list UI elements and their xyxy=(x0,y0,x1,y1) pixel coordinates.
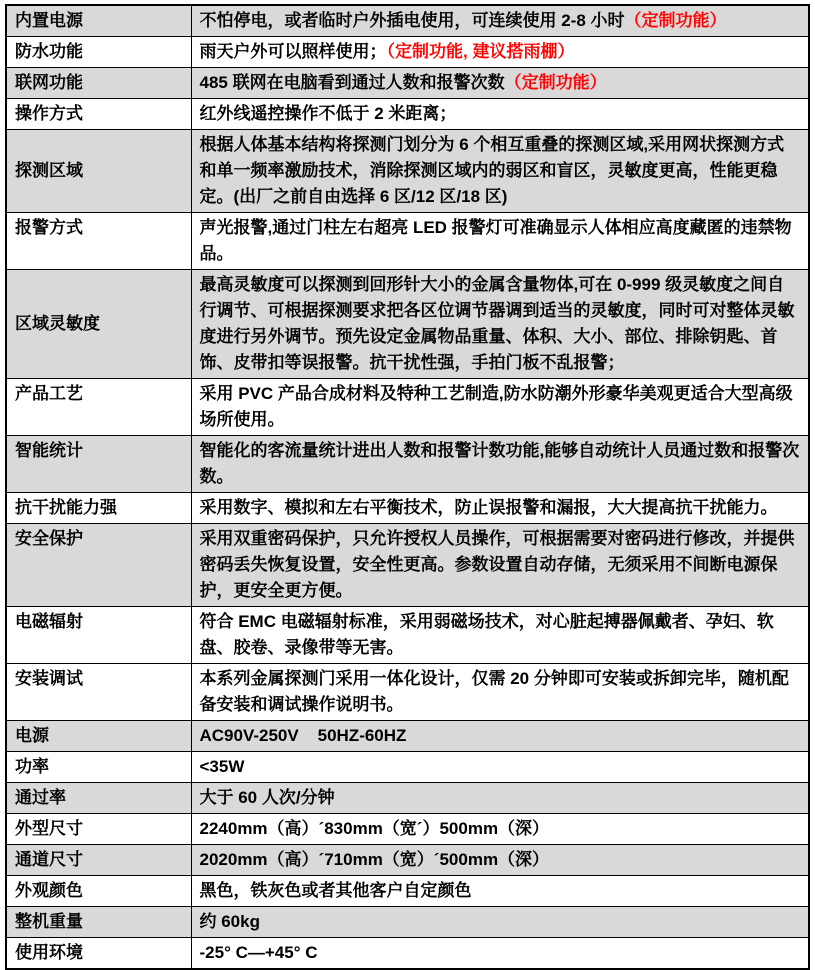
spec-name-cell: 区域灵敏度 xyxy=(6,270,191,379)
table-row xyxy=(6,721,809,752)
spec-text: 声光报警,通过门柱左右超亮 LED 报警灯可准确显示人体相应高度藏匿的违禁物品。 xyxy=(199,218,792,263)
table-row xyxy=(6,270,809,379)
spec-name-cell: 电源 xyxy=(6,721,191,752)
table-row xyxy=(6,379,809,436)
spec-value-cell xyxy=(191,436,809,493)
spec-name-cell: 通过率 xyxy=(6,783,191,814)
spec-name-cell: 电磁辐射 xyxy=(6,607,191,664)
spec-value-cell xyxy=(191,664,809,721)
spec-text: 大于 60 人次/分钟 xyxy=(199,788,335,807)
spec-value-cell xyxy=(191,99,809,130)
spec-text: 2020mm（高）´710mm（宽）´500mm（深） xyxy=(199,850,550,869)
table-row xyxy=(6,5,809,37)
table-row xyxy=(6,436,809,493)
spec-name-cell: 安装调试 xyxy=(6,664,191,721)
spec-text-highlight-red: （定制功能） xyxy=(504,73,607,92)
spec-value-cell xyxy=(191,213,809,270)
spec-text: 智能化的客流量统计进出人数和报警计数功能,能够自动统计人员通过数和报警次数。 xyxy=(199,441,800,486)
spec-text: 根据人体基本结构将探测门划分为 6 个相互重叠的探测区域,采用网状探测方式和单一频率激励技术，消除探测区域内的弱区和盲区，灵敏度更高，性能更稳定。(出厂之前自由选择 6 区/12 区/18 区) xyxy=(199,135,785,206)
spec-name-cell: 抗干扰能力强 xyxy=(6,493,191,524)
table-row xyxy=(6,752,809,783)
spec-name-cell: 通道尺寸 xyxy=(6,845,191,876)
spec-name-cell: 智能统计 xyxy=(6,436,191,493)
spec-value-cell xyxy=(191,814,809,845)
spec-name-cell: 内置电源 xyxy=(6,5,191,37)
spec-name-cell: 报警方式 xyxy=(6,213,191,270)
spec-text: 不怕停电，或者临时户外插电使用，可连续使用 2-8 小时 xyxy=(199,11,625,30)
table-row xyxy=(6,845,809,876)
product-spec-table xyxy=(5,4,810,970)
table-row xyxy=(6,664,809,721)
spec-value-cell xyxy=(191,907,809,938)
spec-value-cell xyxy=(191,130,809,213)
spec-name-cell: 安全保护 xyxy=(6,524,191,607)
spec-name-cell: 整机重量 xyxy=(6,907,191,938)
spec-text: AC90V-250V 50HZ-60HZ xyxy=(199,726,407,745)
spec-text: 本系列金属探测门采用一体化设计，仅需 20 分钟即可安装或拆卸完毕，随机配备安装和调试操作说明书。 xyxy=(199,669,789,714)
spec-value-cell xyxy=(191,379,809,436)
spec-value-cell xyxy=(191,5,809,37)
table-row xyxy=(6,524,809,607)
table-row xyxy=(6,99,809,130)
spec-name-cell: 探测区域 xyxy=(6,130,191,213)
table-row xyxy=(6,907,809,938)
spec-text: 2240mm（高）´830mm（宽´）500mm（深） xyxy=(199,819,550,838)
spec-name-cell: 防水功能 xyxy=(6,37,191,68)
spec-text: 采用双重密码保护，只允许授权人员操作，可根据需要对密码进行修改，并提供密码丢失恢复设置，安全性更高。参数设置自动存储，无须采用不间断电源保护，更安全更方便。 xyxy=(199,529,795,600)
spec-name-cell: 联网功能 xyxy=(6,68,191,99)
spec-text: 采用 PVC 产品合成材料及特种工艺制造,防水防潮外形豪华美观更适合大型高级场所使用。 xyxy=(199,384,793,429)
spec-value-cell xyxy=(191,270,809,379)
table-row xyxy=(6,493,809,524)
table-row xyxy=(6,130,809,213)
spec-value-cell xyxy=(191,37,809,68)
table-row xyxy=(6,68,809,99)
spec-value-cell xyxy=(191,607,809,664)
table-row xyxy=(6,783,809,814)
table-row xyxy=(6,876,809,907)
spec-value-cell xyxy=(191,783,809,814)
table-row xyxy=(6,938,809,970)
spec-text: 约 60kg xyxy=(199,912,260,931)
spec-text: 符合 EMC 电磁辐射标准，采用弱磁场技术，对心脏起搏器佩戴者、孕妇、软盘、胶卷、录像带等无害。 xyxy=(199,612,774,657)
spec-value-cell xyxy=(191,493,809,524)
spec-value-cell xyxy=(191,68,809,99)
table-row xyxy=(6,607,809,664)
spec-text: 雨天户外可以照样使用； xyxy=(199,42,387,61)
table-row xyxy=(6,37,809,68)
spec-value-cell xyxy=(191,752,809,783)
spec-value-cell xyxy=(191,938,809,970)
spec-text: -25° C—+45° C xyxy=(199,943,318,962)
spec-value-cell xyxy=(191,876,809,907)
spec-text: 黑色，铁灰色或者其他客户自定颜色 xyxy=(199,881,472,900)
spec-name-cell: 产品工艺 xyxy=(6,379,191,436)
spec-text-highlight-red: （定制功能, 建议搭雨棚） xyxy=(386,42,575,61)
spec-name-cell: 外型尺寸 xyxy=(6,814,191,845)
spec-text: 最高灵敏度可以探测到回形针大小的金属含量物体,可在 0-999 级灵敏度之间自行调节、可根据探测要求把各区位调节器调到适当的灵敏度，同时可对整体灵敏度进行另外调节。预先设定金属物品重量、体积、大小、部位、排除钥匙、首饰、皮带扣等误报警。抗干扰性强，手拍门板不乱报警； xyxy=(199,275,795,372)
spec-table-body xyxy=(6,5,809,969)
spec-name-cell: 外观颜色 xyxy=(6,876,191,907)
spec-value-cell xyxy=(191,721,809,752)
spec-text-highlight-red: （定制功能） xyxy=(624,11,727,30)
spec-name-cell: 功率 xyxy=(6,752,191,783)
spec-name-cell: 操作方式 xyxy=(6,99,191,130)
spec-value-cell xyxy=(191,524,809,607)
spec-text: 采用数字、模拟和左右平衡技术，防止误报警和漏报，大大提高抗干扰能力。 xyxy=(199,498,778,517)
table-row xyxy=(6,814,809,845)
spec-text: 485 联网在电脑看到通过人数和报警次数 xyxy=(199,73,505,92)
spec-name-cell: 使用环境 xyxy=(6,938,191,970)
spec-text: 红外线遥控操作不低于 2 米距离； xyxy=(199,104,457,123)
table-row xyxy=(6,213,809,270)
spec-value-cell xyxy=(191,845,809,876)
spec-text: <35W xyxy=(199,757,245,776)
